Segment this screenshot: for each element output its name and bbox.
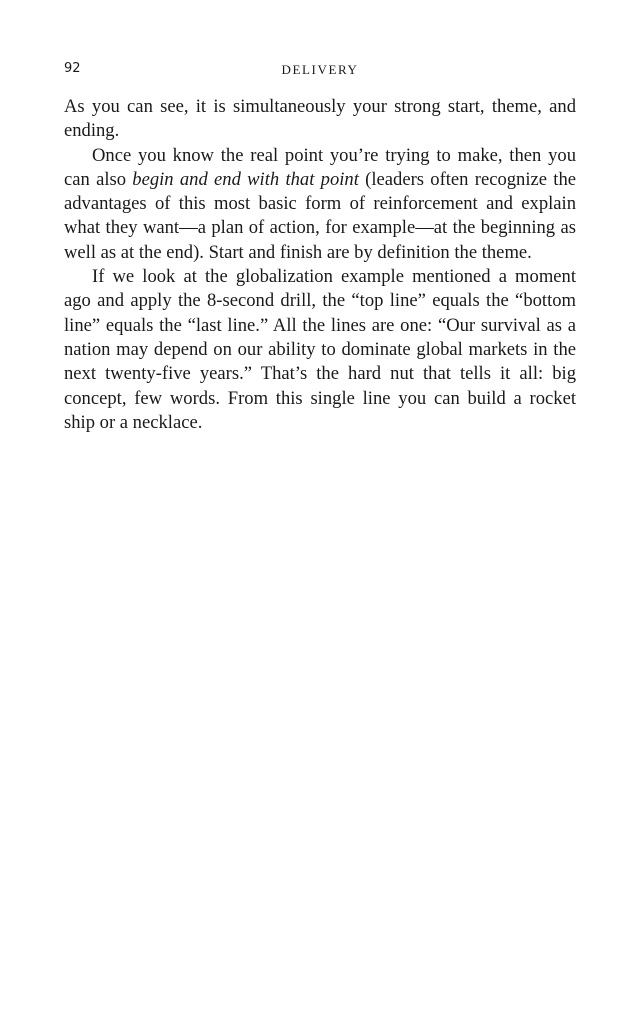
body-text [64,95,576,435]
paragraph-2-text-start: Once you know the real point you’re trying to make, then you can also [64,144,576,190]
paragraph-3: If we look at the globalization example mentioned a moment ago and apply the 8-second drill, the “top line” equals the “bottom line” equals the “last line.” All the lines are one: “Our survival as a nation may depend on our ability to dominate global markets in the next twenty-five years.” That’s the hard nut that tells it all: big concept, few words. From this single line you can build a rocket ship or a necklace. [64,266,576,433]
page-number: 92 [64,61,81,76]
paragraph-2-emphasis: begin and end with that point [132,168,359,190]
paragraph-2-text-end: (leaders often recognize the advantages of this most basic form of reinforcement and explain what they want—a plan of action, for example—at the beginning as well as at the end). Start and finish are by definition the theme. [64,168,576,263]
paragraph-2 [64,144,576,265]
page-header [64,61,576,81]
paragraph-1: As you can see, it is simultaneously your strong start, theme, and ending. [64,96,576,142]
running-head: DELIVERY [281,62,359,77]
